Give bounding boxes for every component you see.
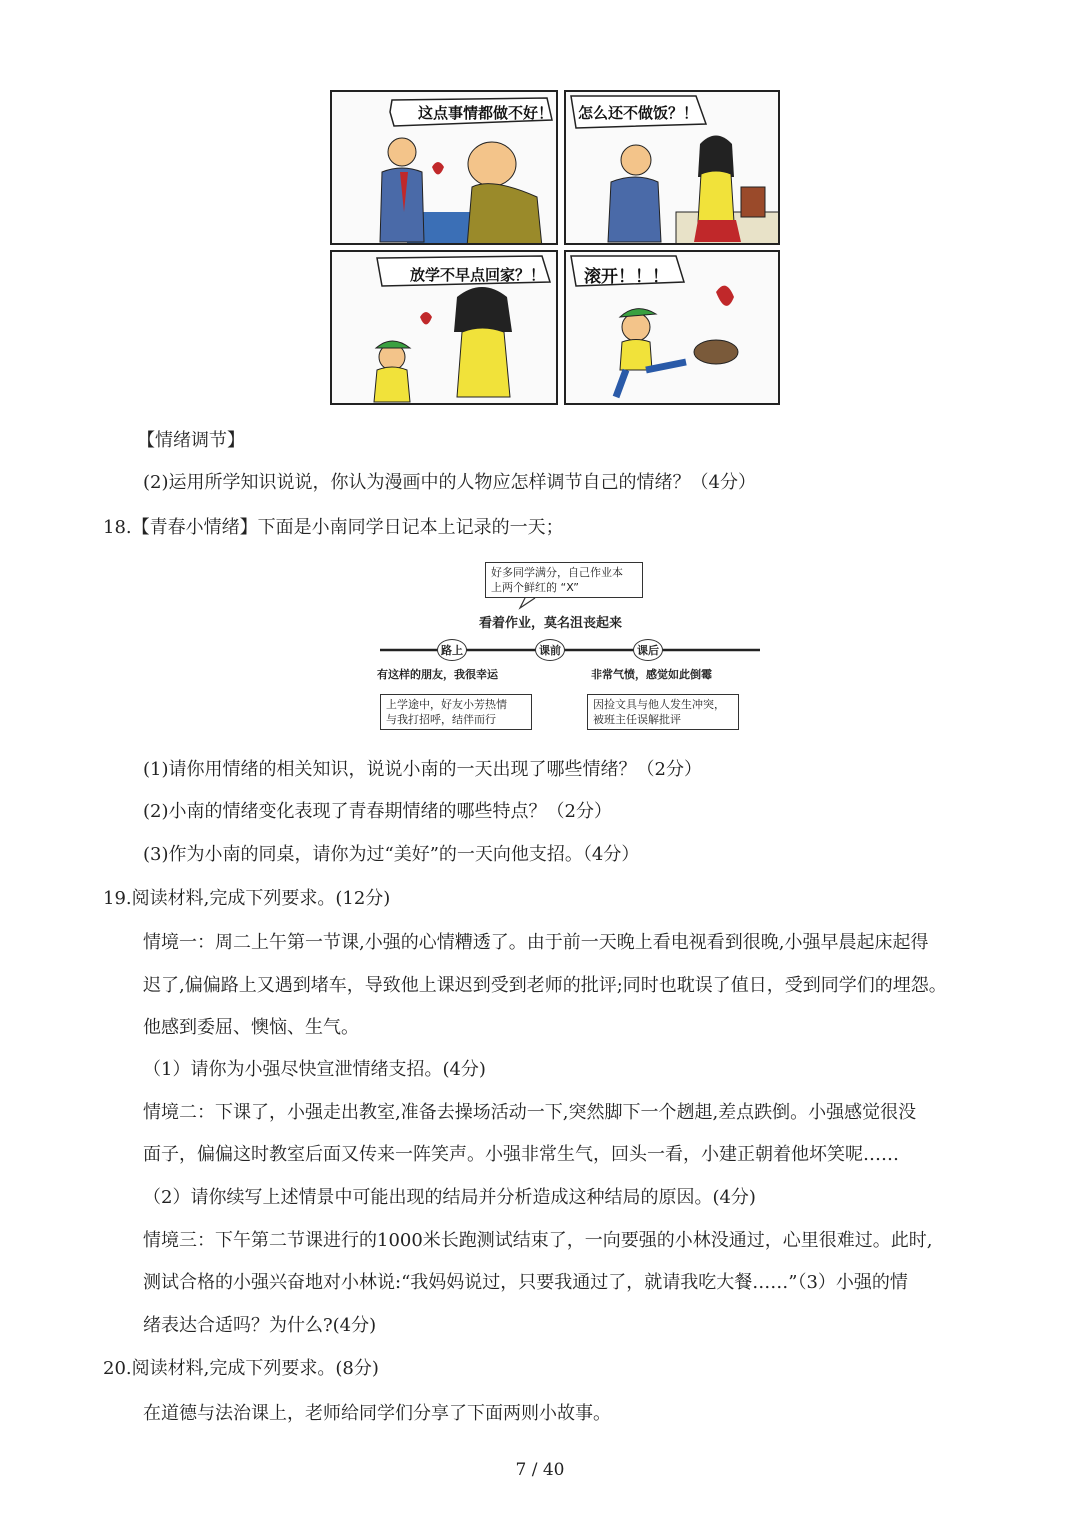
left-note-line1: 上学途中，好友小芳热情 — [386, 698, 507, 711]
q20-intro: 在道德与法治课上，老师给同学们分享了下面两则小故事。 — [143, 1403, 611, 1424]
q19-situation1-line2: 迟了,偏偏路上又遇到堵车，导致他上课迟到受到老师的批评;同时也耽误了值日，受到同学们的埋怨。 — [143, 975, 947, 996]
q18-part1: (1)请你用情绪的相关知识，说说小南的一天出现了哪些情绪？（2分） — [143, 759, 702, 780]
timeline-node-on-road: 路上 — [437, 639, 467, 661]
timeline-node-before-class: 课前 — [535, 639, 565, 661]
q19-situation3-line2: 测试合格的小强兴奋地对小林说:“我妈妈说过，只要我通过了，就请我吃大餐……”（3）小强的情 — [143, 1272, 908, 1293]
q18-part2: (2)小南的情绪变化表现了青春期情绪的哪些特点？（2分） — [143, 801, 612, 822]
q18-part3: (3)作为小南的同桌，请你为过“美好”的一天向他支招。（4分） — [143, 844, 640, 865]
q19-title: 19.阅读材料,完成下列要求。(12分) — [103, 888, 391, 909]
q19-situation2-line1: 情境二：下课了，小强走出教室,准备去操场活动一下,突然脚下一个趔趄,差点跌倒。小强感觉很没 — [143, 1102, 917, 1123]
page-number: 7 / 40 — [515, 1460, 565, 1480]
timeline-node-after-class: 课后 — [633, 639, 663, 661]
q20-title: 20.阅读材料,完成下列要求。(8分) — [103, 1358, 379, 1379]
panel4-speech: 滚开！！！ — [584, 267, 669, 287]
left-note-line2: 与我打招呼，结伴而行 — [386, 713, 496, 726]
comic-panel-2 — [564, 90, 780, 245]
diary-timeline-diagram — [375, 562, 765, 732]
comic-panel-3 — [330, 250, 558, 405]
q17-part2: (2)运用所学知识说说，你认为漫画中的人物应怎样调节自己的情绪？（4分） — [143, 472, 756, 493]
panel1-speech: 这点事情都做不好！ — [418, 104, 554, 122]
q19-situation3-line3: 绪表达合适吗？为什么?(4分) — [143, 1315, 377, 1336]
comic-panel-4 — [564, 250, 780, 405]
q19-situation2-line2: 面子，偏偏这时教室后面又传来一阵笑声。小强非常生气，回头一看，小建正朝着他坏笑呢…… — [143, 1144, 899, 1165]
left-note-box — [380, 694, 532, 730]
comic-panel-1 — [330, 90, 558, 245]
right-caption: 非常气愤，感觉如此倒霉 — [591, 668, 712, 681]
panel3-speech: 放学不早点回家？！ — [410, 266, 546, 284]
comic-strip — [330, 90, 780, 405]
top-caption: 看着作业，莫名沮丧起来 — [479, 616, 623, 631]
panel2-speech: 怎么还不做饭？！ — [578, 104, 699, 122]
left-caption: 有这样的朋友，我很幸运 — [377, 668, 498, 681]
q19-part1: （1）请你为小强尽快宣泄情绪支招。(4分) — [143, 1059, 486, 1080]
q19-situation1-line1: 情境一：周二上午第一节课,小强的心情糟透了。由于前一天晚上看电视看到很晚,小强早晨起床起得 — [143, 932, 929, 953]
q19-situation1-line3: 他感到委屈、懊恼、生气。 — [143, 1017, 359, 1038]
q18-title: 18.【青春小情绪】下面是小南同学日记本上记录的一天； — [103, 517, 564, 538]
right-note-line2: 被班主任误解批评 — [593, 713, 681, 726]
right-note-line1: 因捡文具与他人发生冲突， — [593, 698, 725, 711]
q19-situation3-line1: 情境三：下午第二节课进行的1000米长跑测试结束了，一向要强的小林没通过，心里很难过。此时, — [143, 1230, 933, 1251]
top-note-line2: 上两个鲜红的 “X” — [491, 581, 579, 594]
section-label-emotion-regulation: 【情绪调节】 — [137, 430, 245, 451]
q19-part2: （2）请你续写上述情景中可能出现的结局并分析造成这种结局的原因。(4分) — [143, 1187, 756, 1208]
top-note-line1: 好多同学满分，自己作业本 — [491, 566, 623, 579]
right-note-box — [587, 694, 739, 730]
